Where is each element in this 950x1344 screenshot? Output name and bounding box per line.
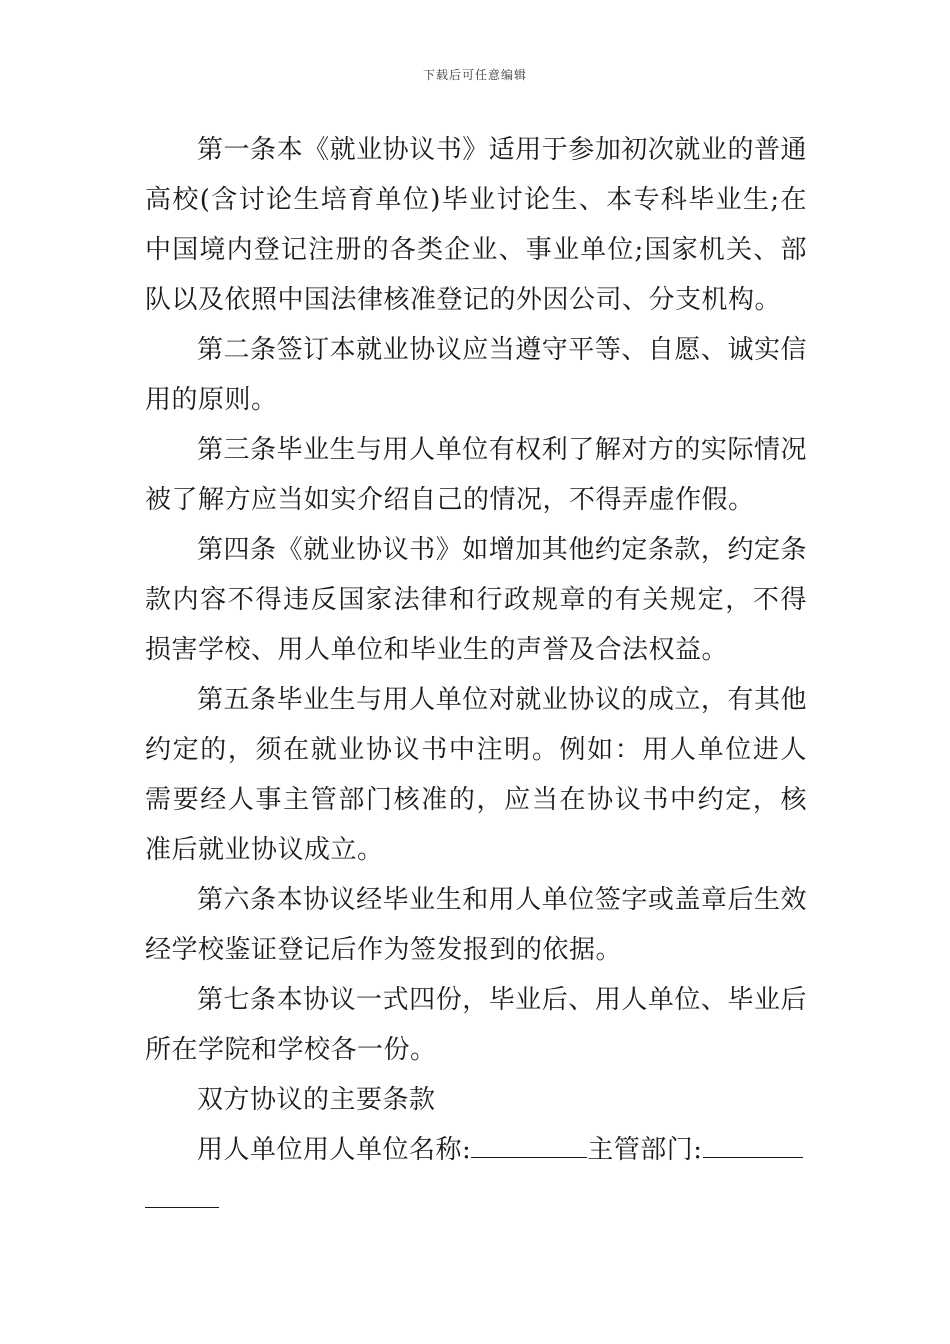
document-body [145,125,807,1225]
section-heading: 双方协议的主要条款 [197,1085,436,1115]
page-header-note: 下载后可任意编辑 [422,68,527,82]
article-7: 第七条本协议一式四份，毕业后、用人单位、毕业后所在学院和学校各一份。 [145,985,807,1065]
article-5: 第五条毕业生与用人单位对就业协议的成立，有其他约定的，须在就业协议书中注明。例如：用人单位进人需要经人事主管部门核准的，应当在协议书中约定，核准后就业协议成立。 [145,685,807,865]
article-6: 第六条本协议经毕业生和用人单位签字或盖章后生效经学校鉴证登记后作为签发报到的依据。 [145,885,807,965]
form-continuation-line [145,1175,807,1225]
employer-name-blank[interactable] [471,1135,587,1158]
employer-form-line [145,1125,807,1175]
article-1: 第一条本《就业协议书》适用于参加初次就业的普通高校(含讨论生培育单位)毕业讨论生、本专科毕业生;在中国境内登记注册的各类企业、事业单位;国家机关、部队以及依照中国法律核准登记的外因公司、分支机构。 [145,135,807,315]
supervising-dept-blank[interactable] [703,1135,803,1158]
article-3: 第三条毕业生与用人单位有权利了解对方的实际情况被了解方应当如实介绍自己的情况，不得弄虚作假。 [145,435,807,515]
employer-name-label: 用人单位用人单位名称: [197,1135,472,1165]
article-2: 第二条签订本就业协议应当遵守平等、自愿、诚实信用的原则。 [145,335,807,415]
supervising-dept-blank-cont[interactable] [145,1185,219,1208]
supervising-dept-label: 主管部门: [587,1135,703,1165]
article-4: 第四条《就业协议书》如增加其他约定条款，约定条款内容不得违反国家法律和行政规章的有关规定，不得损害学校、用人单位和毕业生的声誉及合法权益。 [145,535,807,665]
